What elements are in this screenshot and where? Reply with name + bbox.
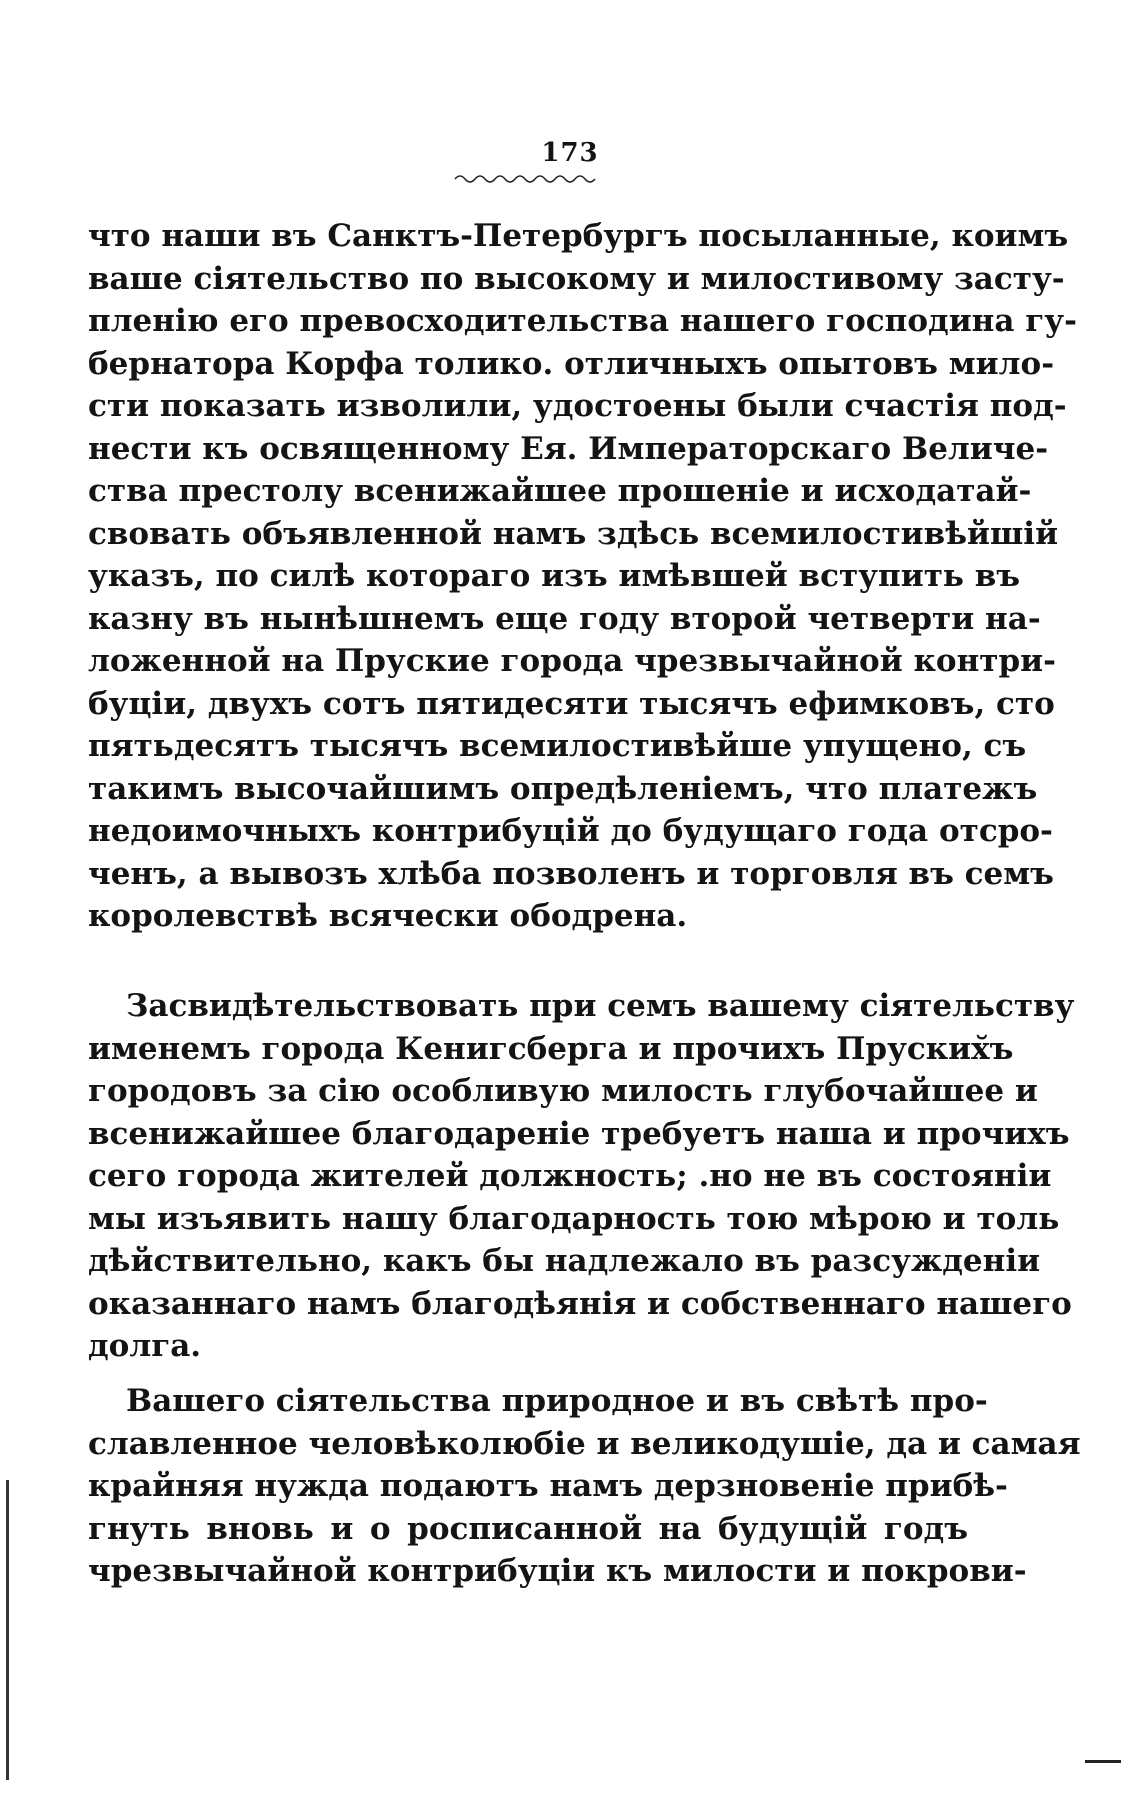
text-line: пятьдесятъ тысячъ всемилостивѣйше упущено, съ bbox=[88, 728, 1027, 764]
text-line: всенижайшее благодареніе требуетъ наша и прочихъ bbox=[88, 1115, 1070, 1152]
text-line: бернатора Корфа толико. отличныхъ опытовъ мило- bbox=[88, 345, 1055, 382]
paragraph-2 bbox=[88, 985, 1075, 1368]
text-line: нести къ освященному Ея. Императорскаго Величе- bbox=[88, 430, 1049, 467]
margin-dash bbox=[1085, 1760, 1121, 1763]
text-line: сти показать изволили, удостоены были счастія под- bbox=[88, 388, 1067, 424]
text-line: крайняя нужда подаютъ намъ дерзновеніе прибѣ- bbox=[88, 1468, 1008, 1504]
page-number: 173 bbox=[541, 138, 599, 168]
text-line: указъ, по силѣ котораго изъ имѣвшей вступить въ bbox=[88, 558, 1021, 594]
text-line: славленное человѣколюбіе и великодушіе, да и самая bbox=[88, 1425, 1081, 1462]
text-line: Вашего сіятельства природное и въ свѣтѣ про- bbox=[126, 1383, 988, 1419]
text-line: такимъ высочайшимъ опредѣленіемъ, что платежъ bbox=[88, 770, 1038, 807]
text-line: гнуть вновь и о росписанной на будущій годъ bbox=[88, 1510, 968, 1547]
text-line: оказаннаго намъ благодѣянія и собственнаго нашего bbox=[88, 1285, 1072, 1322]
text-line: мы изъявить нашу благодарность тою мѣрою и толь bbox=[88, 1200, 1060, 1237]
text-line: именемъ города Кенигсберга и прочихъ Пруских̆ъ bbox=[88, 1030, 1014, 1067]
text-line: казну въ нынѣшнемъ еще году второй четверти на- bbox=[88, 600, 1041, 637]
paragraph-3 bbox=[88, 1380, 1081, 1593]
text-line: городовъ за сію особливую милость глубочайшее и bbox=[88, 1073, 1038, 1109]
text-line: ства престолу всенижайшее прошеніе и исходатай- bbox=[88, 473, 1032, 509]
text-line: дѣйствительно, какъ бы надлежало въ разсужденіи bbox=[88, 1243, 1041, 1279]
scan-edge-line bbox=[6, 1480, 9, 1780]
text-line: Засвидѣтельствовать при семъ вашему сіятельству bbox=[126, 988, 1075, 1024]
text-line: буціи, двухъ сотъ пятидесяти тысячъ ефимковъ, сто bbox=[88, 685, 1055, 722]
text-line: свовать объявленной намъ здѣсь всемилостивѣйшій bbox=[88, 515, 1059, 552]
text-line: долга. bbox=[88, 1328, 202, 1364]
paragraph-1 bbox=[88, 215, 1077, 938]
text-line: ложенной на Пруские города чрезвычайной контри- bbox=[88, 643, 1057, 679]
text-line: чрезвычайной контрибуціи къ милости и покрови- bbox=[88, 1553, 1027, 1589]
text-line: ваше сіятельство по высокому и милостивому засту- bbox=[88, 260, 1065, 297]
text-line: что наши въ Санктъ-Петербургъ посыланные, коимъ bbox=[88, 218, 1069, 254]
wavy-ornament-icon bbox=[455, 172, 595, 186]
text-line: сего города жителей должность; .но не въ состояніи bbox=[88, 1158, 1052, 1194]
text-line: пленію его превосходительства нашего господина гу- bbox=[88, 303, 1077, 339]
text-line: недоимочныхъ контрибуцій до будущаго года отсро- bbox=[88, 813, 1053, 849]
text-line: королевствѣ всячески ободрена. bbox=[88, 898, 688, 934]
text-line: ченъ, а вывозъ хлѣба позволенъ и торговля въ семъ bbox=[88, 855, 1054, 892]
